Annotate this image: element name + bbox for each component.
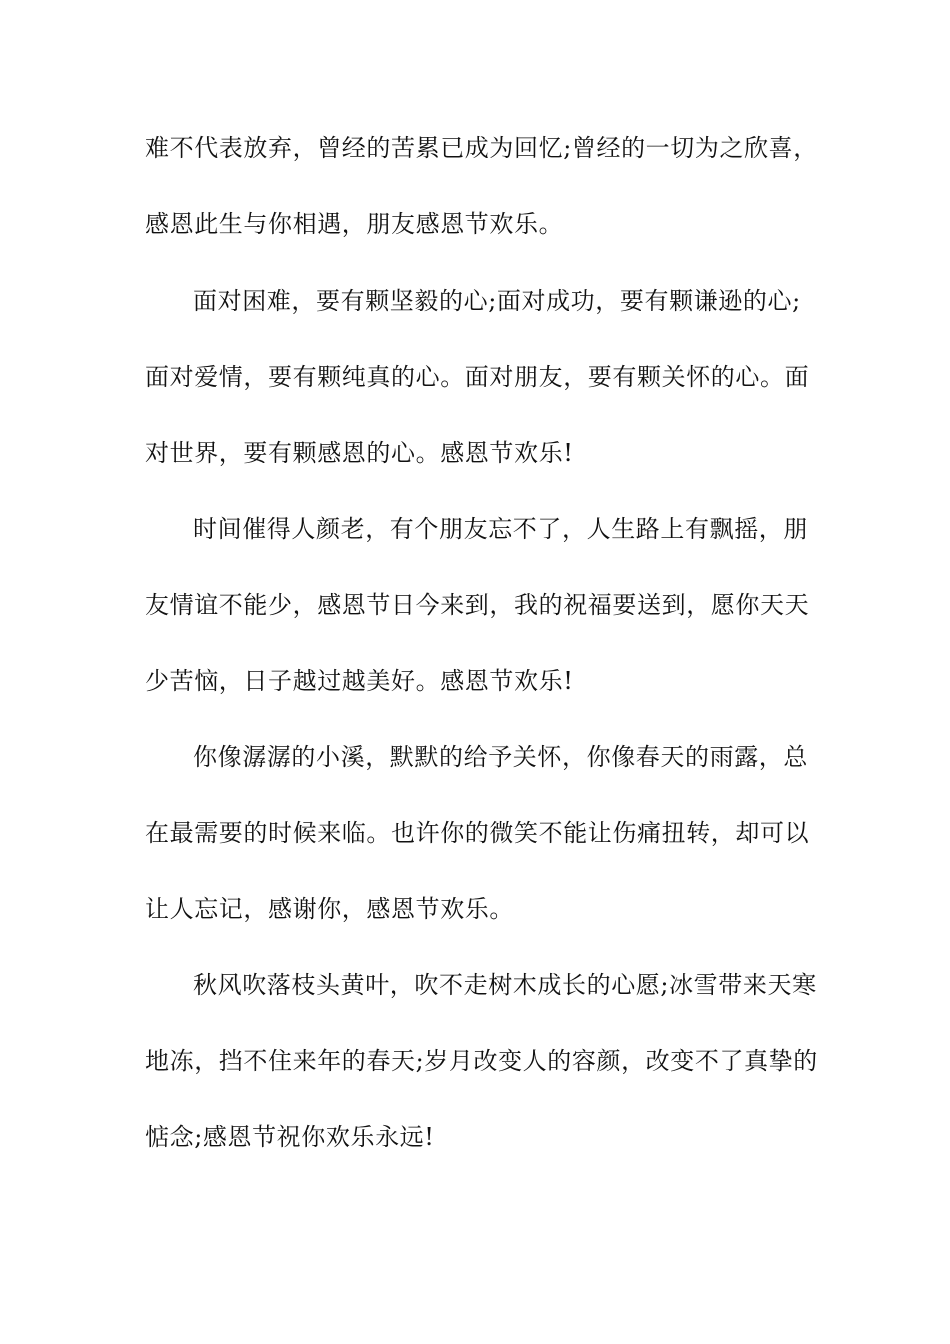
text-line: 友情谊不能少，感恩节日今来到，我的祝福要送到，愿你天天 [145, 591, 810, 619]
text-line: 让人忘记，感谢你，感恩节欢乐。 [145, 895, 514, 923]
text-line: 在最需要的时候来临。也许你的微笑不能让伤痛扭转，却可以 [145, 819, 810, 847]
paragraph-first-line: 面对困难，要有颗坚毅的心;面对成功，要有颗谦逊的心; [193, 287, 801, 315]
paragraph-first-line: 时间催得人颜老，有个朋友忘不了，人生路上有飘摇，朋 [193, 515, 808, 543]
text-line: 感恩此生与你相遇，朋友感恩节欢乐。 [145, 210, 564, 238]
paragraph-first-line: 秋风吹落枝头黄叶，吹不走树木成长的心愿;冰雪带来天寒 [193, 971, 817, 999]
text-line: 惦念;感恩节祝你欢乐永远! [145, 1123, 435, 1151]
text-line: 地冻，挡不住来年的春天;岁月改变人的容颜，改变不了真挚的 [145, 1047, 818, 1075]
text-line: 面对爱情，要有颗纯真的心。面对朋友，要有颗关怀的心。面 [145, 363, 810, 391]
paragraph-first-line: 你像潺潺的小溪，默默的给予关怀，你像春天的雨露，总 [193, 743, 808, 771]
text-line: 难不代表放弃，曾经的苦累已成为回忆;曾经的一切为之欣喜， [145, 134, 818, 162]
text-line: 对世界，要有颗感恩的心。感恩节欢乐! [145, 439, 574, 467]
text-line: 少苦恼，日子越过越美好。感恩节欢乐! [145, 667, 574, 695]
